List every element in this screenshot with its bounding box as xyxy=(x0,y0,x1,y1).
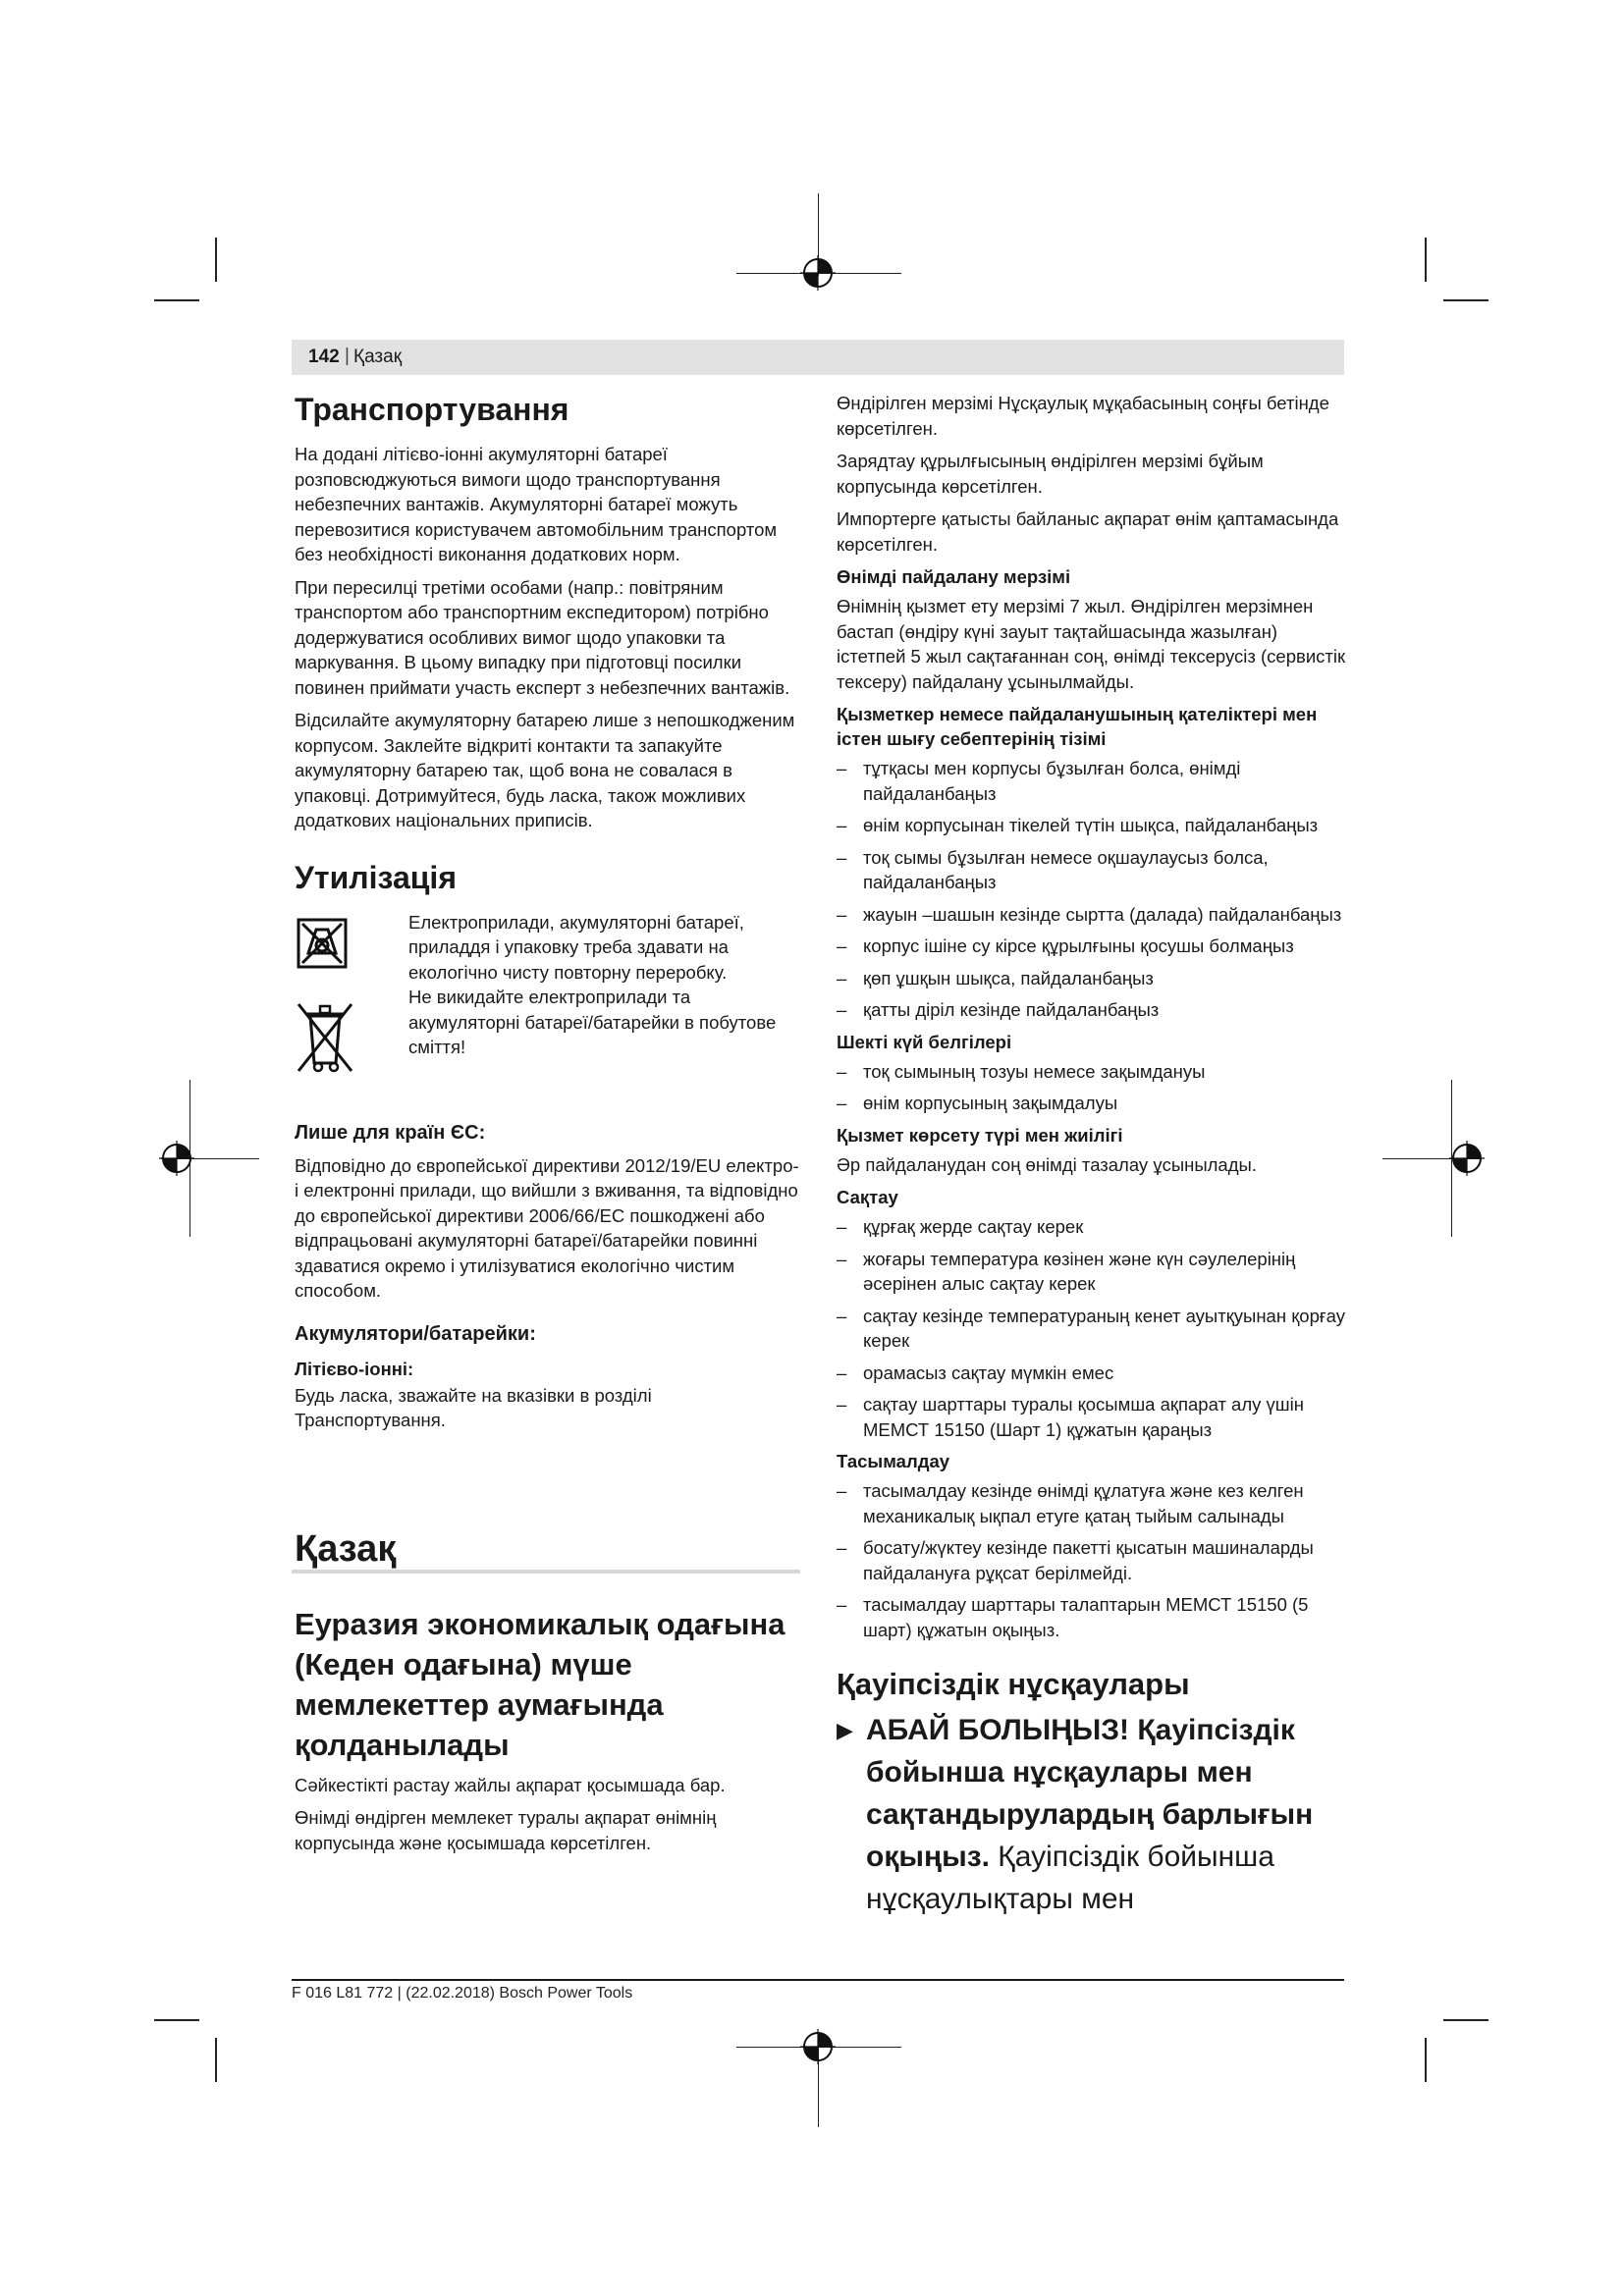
service-heading: Қызмет көрсету түрі мен жиілігі xyxy=(837,1124,1123,1146)
crop-mark xyxy=(215,238,217,282)
transport-paragraph: Відсилайте акумуляторну батарею лише з непошкодженим корпусом. Заклейте відкриті контакти та запакуйте акумуляторну батарею так, щоб вона не совалася в упаковці. Дотримуйтеся, будь ласка, також можливих додаткових національних приписів. xyxy=(295,710,795,830)
list-item: – орамасыз сақтау мүмкін емес xyxy=(837,1361,1347,1386)
page-header xyxy=(292,340,1344,375)
crossed-bin-icon xyxy=(295,1000,355,1075)
list-item: – тоқ сымы бұзылған немесе оқшаулаусыз болса, пайдаланбаңыз xyxy=(837,845,1347,895)
list-item: – құрғақ жерде сақтау керек xyxy=(837,1214,1347,1240)
batteries-heading: Акумулятори/батарейки: xyxy=(295,1322,536,1345)
safety-heading: Қауіпсіздік нұсқаулары xyxy=(837,1667,1190,1701)
list-item: – қатты діріл кезінде пайдаланбаңыз xyxy=(837,997,1347,1023)
right-column xyxy=(837,391,1347,1920)
safety-warning-text: Қауіпсіздік бойынша нұсқаулықтары мен xyxy=(866,1841,1274,1915)
registration-target-icon xyxy=(800,2029,836,2064)
recycle-packaging-icon xyxy=(295,916,350,971)
section-divider xyxy=(292,1570,800,1574)
crop-mark xyxy=(154,2019,199,2021)
crop-mark xyxy=(1425,2038,1427,2082)
eaeu-heading: Еуразия экономикалық одағына (Кеден одағына) мүше мемлекеттер аумағында қолданылады xyxy=(295,1606,785,1762)
crop-mark xyxy=(154,299,199,301)
transport-paragraph: На додані літієво-іонні акумуляторні батареї розповсюджуються вимоги щодо транспортування небезпечних вантажів. Акумуляторні батареї можуть перевозитися користувачем автомобільним транспортом без необхідності виконання додаткових норм. xyxy=(295,444,778,564)
page-number: 142 xyxy=(308,347,340,367)
list-item: – сақтау кезінде температураның кенет ауытқуынан қорғау керек xyxy=(837,1304,1347,1354)
disposal-text xyxy=(408,910,801,1068)
list-item: – тоқ сымының тозуы немесе зақымдануы xyxy=(837,1059,1347,1085)
registration-target-icon xyxy=(800,255,836,291)
transport-kz-heading: Тасымалдау xyxy=(837,1451,950,1471)
lifetime-paragraph: Өнімнің қызмет ету мерзімі 7 жыл. Өндірілген мерзімнен бастап (өндіру күні зауыт тақтайшасында жазылған) істетпей 5 жыл сақтағаннан соң, өнімді тексерусіз (сервистік тексеру) пайдалану ұсынылмайды. xyxy=(837,596,1346,692)
limits-heading: Шекті күй белгілері xyxy=(837,1031,1012,1052)
header-separator: | xyxy=(345,346,350,366)
list-item: – корпус ішіне су кірсе құрылғыны қосушы болмаңыз xyxy=(837,934,1347,959)
service-paragraph: Әр пайдаланудан соң өнімді тазалау ұсынылады. xyxy=(837,1153,1257,1175)
section-name: Қазақ xyxy=(353,347,403,367)
disposal-heading: Утилізація xyxy=(295,859,457,895)
list-item: – тұтқасы мен корпусы бұзылған болса, өнімді пайдаланбаңыз xyxy=(837,756,1347,806)
crop-mark xyxy=(215,2038,217,2082)
disposal-paragraph: Не викидайте електроприлади та акумуляторні батареї/батарейки в побутове сміття! xyxy=(408,987,777,1057)
kazakh-paragraph: Өнімді өндірген мемлекет туралы ақпарат өнімнің корпусында және қосымшада көрсетілген. xyxy=(295,1807,717,1853)
list-item: – жоғары температура көзінен және күн сәулелерінің әсерінен алыс сақтау керек xyxy=(837,1247,1347,1297)
disposal-paragraph: Електроприлади, акумуляторні батареї, приладдя і упаковку треба здавати на екологічно чисту повторну переробку. xyxy=(408,911,744,983)
lithium-heading: Літієво-іонні: xyxy=(295,1358,414,1379)
crop-mark xyxy=(1443,299,1489,301)
list-item: – жауын –шашын кезінде сыртта (далада) пайдаланбаңыз xyxy=(837,902,1347,928)
list-item: – сақтау шарттары туралы қосымша ақпарат алу үшін МЕМСТ 15150 (Шарт 1) құжатын қараңыз xyxy=(837,1392,1347,1442)
footer-rule xyxy=(292,1979,1344,1981)
crop-mark xyxy=(1443,2019,1489,2021)
kazakh-title: Қазақ xyxy=(295,1527,397,1570)
safety-warning-bold: АБАЙ БОЛЫҢЫЗ! Қауіпсіздік бойынша нұсқаулары мен сақтандырулардың барлығын оқыңыз. xyxy=(866,1714,1314,1873)
footer-text: F 016 L81 772 | (22.02.2018) Bosch Power Tools xyxy=(292,1985,633,2002)
registration-target-icon xyxy=(159,1141,194,1176)
info-paragraph: Өндірілген мерзімі Нұсқаулық мұқабасының соңғы бетінде көрсетілген. xyxy=(837,393,1329,439)
batteries-paragraph: Будь ласка, зважайте на вказівки в розділі Транспортування. xyxy=(295,1384,652,1430)
triangle-arrow-icon: ▶ xyxy=(837,1718,853,1742)
list-item: – өнім корпусының зақымдалуы xyxy=(837,1091,1347,1116)
list-item: – босату/жүктеу кезінде пакетті қысатын машиналарды пайдалануға рұқсат берілмейді. xyxy=(837,1535,1347,1585)
lifetime-heading: Өнімді пайдалану мерзімі xyxy=(837,566,1071,587)
eu-heading: Лише для країн ЄС: xyxy=(295,1121,486,1144)
registration-target-icon xyxy=(1449,1141,1485,1176)
left-column xyxy=(295,391,800,1863)
list-item: – қөп ұшқын шықса, пайдаланбаңыз xyxy=(837,966,1347,991)
list-item: – тасымалдау кезінде өнімді құлатуға және кез келген механикалық ықпал етуге қатаң тыйым салынады xyxy=(837,1478,1347,1528)
transport-heading: Транспортування xyxy=(295,392,569,427)
safety-warning xyxy=(837,1709,1347,1920)
list-item: – тасымалдау шарттары талаптарын МЕМСТ 15150 (5 шарт) құжатын оқыңыз. xyxy=(837,1592,1347,1642)
storage-heading: Сақтау xyxy=(837,1187,898,1207)
info-paragraph: Зарядтау құрылғысының өндірілген мерзімі бұйым корпусында көрсетілген. xyxy=(837,451,1264,497)
errors-heading: Қызметкер немесе пайдаланушының қателіктері мен істен шығу себептерінің тізімі xyxy=(837,704,1318,749)
kazakh-paragraph: Сәйкестікті растау жайлы ақпарат қосымшада бар. xyxy=(295,1774,726,1795)
eu-paragraph: Відповідно до європейської директиви 2012/19/EU електро- і електронні прилади, що вийшли з вживання, та відповідно до європейської директиви 2006/66/EC пошкоджені або відпрацьовані акумуляторні батареї/батарейки повинні здаватися окремо і утилізуватися екологічно чистим способом. xyxy=(295,1154,799,1301)
disposal-block xyxy=(295,910,800,1102)
transport-paragraph: При пересилці третіми особами (напр.: повітряним транспортом або транспортним експедитором) потрібно додержуватися особливих вимог щодо упаковки та маркування. В цьому випадку при підготовці посилки повинен приймати участь експерт з небезпечних вантажів. xyxy=(295,576,790,698)
info-paragraph: Импортерге қатысты байланыс ақпарат өнім қаптамасында көрсетілген. xyxy=(837,508,1339,555)
list-item: – өнім корпусынан тікелей түтін шықса, пайдаланбаңыз xyxy=(837,813,1347,838)
crop-mark xyxy=(1425,238,1427,282)
